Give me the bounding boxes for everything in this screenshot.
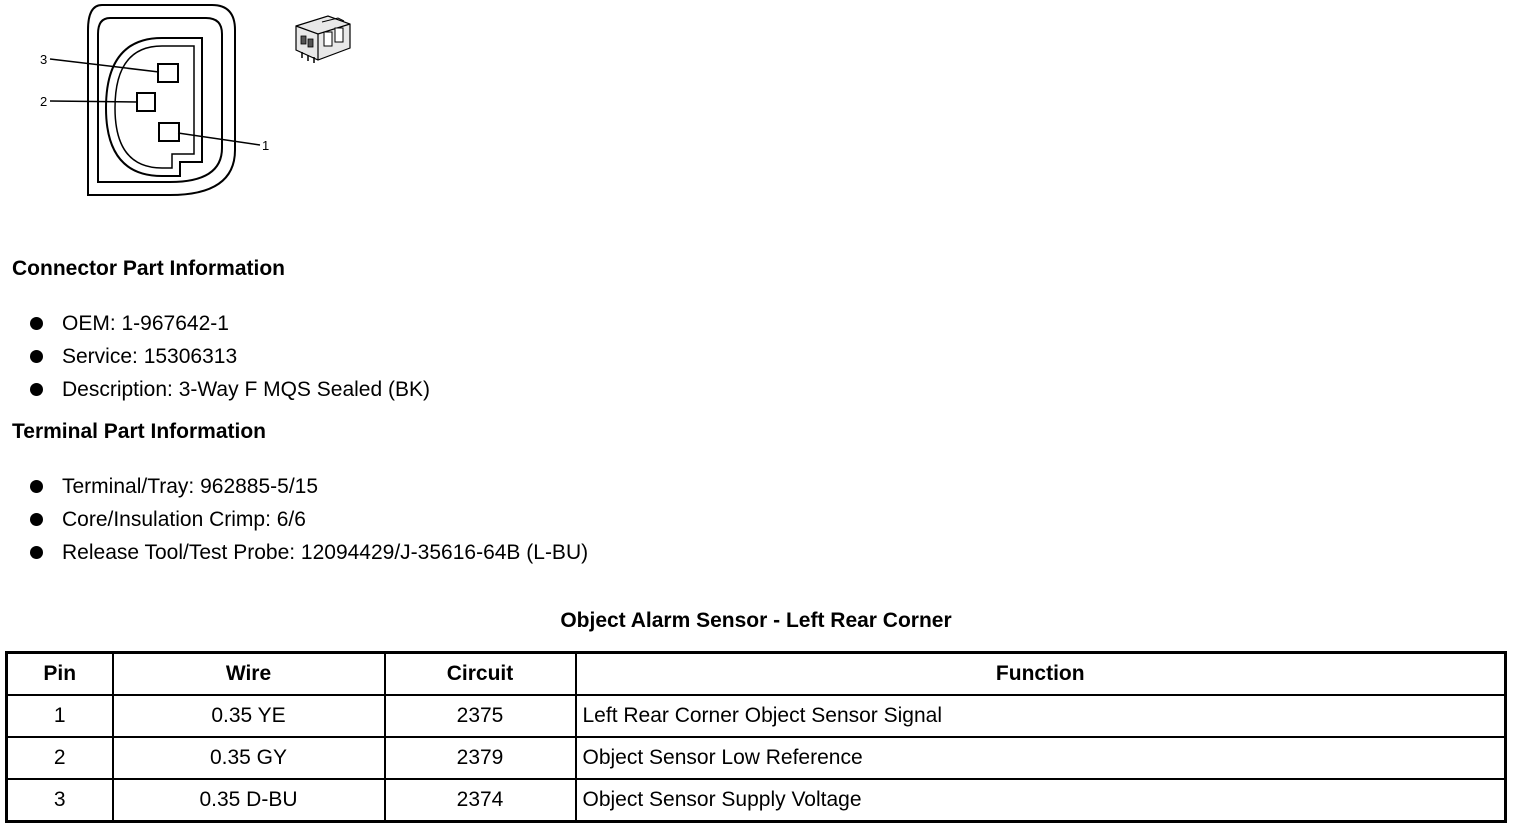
terminal-part-info-list — [28, 470, 588, 569]
cavity-2 — [137, 93, 155, 111]
connector-inner-shell — [98, 18, 222, 182]
list-item-text: OEM: 1-967642-1 — [62, 312, 229, 335]
cell-function: Left Rear Corner Object Sensor Signal — [576, 695, 1506, 737]
cell-function: Object Sensor Low Reference — [576, 737, 1506, 779]
cell-pin: 1 — [7, 695, 113, 737]
column-header-circuit: Circuit — [385, 653, 576, 696]
list-item — [28, 373, 430, 406]
terminal-part-info-heading: Terminal Part Information — [12, 420, 266, 443]
leader-line-3 — [50, 59, 159, 72]
connector-outer-shell — [88, 5, 235, 195]
bullet-icon — [30, 513, 43, 526]
leader-line-1 — [178, 133, 260, 145]
column-header-function: Function — [576, 653, 1506, 696]
list-item-text: Service: 15306313 — [62, 345, 238, 368]
list-item — [28, 470, 588, 503]
pin-label-2: 2 — [40, 94, 48, 109]
connector-3d-icon — [288, 12, 358, 68]
leader-line-2 — [50, 101, 138, 102]
list-item-text: Terminal/Tray: 962885-5/15 — [62, 475, 319, 498]
cell-pin: 2 — [7, 737, 113, 779]
cavity-3 — [158, 64, 178, 82]
cavity-1 — [159, 123, 179, 141]
table-row — [7, 737, 1506, 779]
bullet-icon — [30, 383, 43, 396]
bullet-icon — [30, 350, 43, 363]
cell-circuit: 2374 — [385, 779, 576, 822]
bullet-icon — [30, 480, 43, 493]
table-row — [7, 779, 1506, 822]
table-title: Object Alarm Sensor - Left Rear Corner — [560, 609, 952, 632]
list-item — [28, 503, 588, 536]
connector-part-info-list — [28, 307, 430, 406]
column-header-pin: Pin — [7, 653, 113, 696]
list-item-text: Core/Insulation Crimp: 6/6 — [62, 508, 306, 531]
list-item — [28, 340, 430, 373]
cell-wire: 0.35 GY — [113, 737, 385, 779]
list-item-text: Description: 3-Way F MQS Sealed (BK) — [62, 378, 430, 401]
list-item-text: Release Tool/Test Probe: 12094429/J-35616-64B (L-BU) — [62, 541, 589, 564]
cell-circuit: 2375 — [385, 695, 576, 737]
connector-part-info-heading: Connector Part Information — [12, 257, 286, 280]
bullet-icon — [30, 546, 43, 559]
pin-label-3: 3 — [40, 52, 48, 67]
column-header-wire: Wire — [113, 653, 385, 696]
list-item — [28, 307, 430, 340]
pin-table — [5, 651, 1507, 823]
cell-circuit: 2379 — [385, 737, 576, 779]
pin-label-1: 1 — [262, 138, 270, 153]
cell-wire: 0.35 YE — [113, 695, 385, 737]
cell-function: Object Sensor Supply Voltage — [576, 779, 1506, 822]
cell-pin: 3 — [7, 779, 113, 822]
table-row — [7, 695, 1506, 737]
table-header-row — [7, 653, 1506, 696]
cell-wire: 0.35 D-BU — [113, 779, 385, 822]
list-item — [28, 536, 588, 569]
connector-face-diagram — [30, 0, 280, 200]
bullet-icon — [30, 317, 43, 330]
